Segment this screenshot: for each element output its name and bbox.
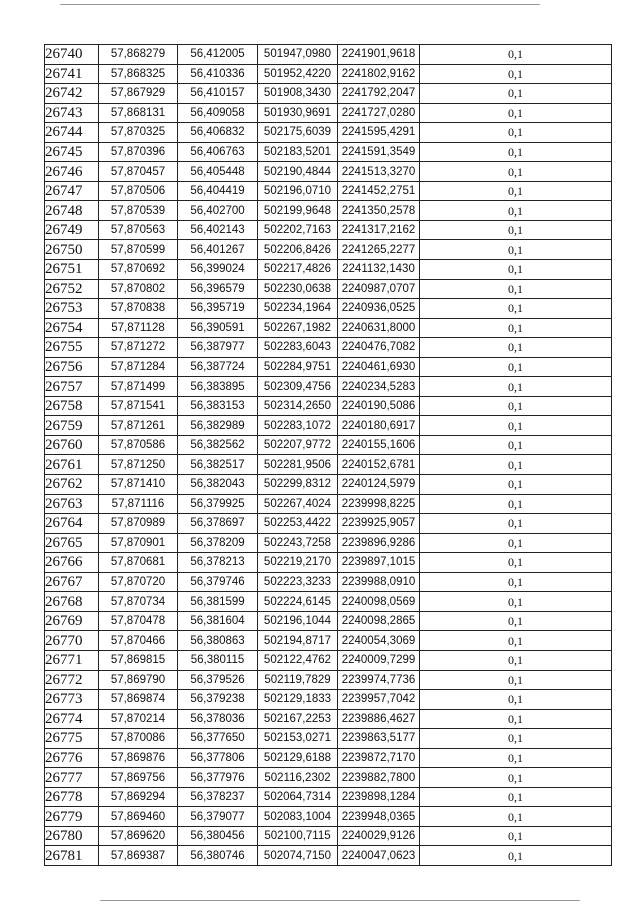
y-coordinate-cell: 2240936,0525 xyxy=(338,299,420,319)
latitude-cell: 57,869387 xyxy=(99,846,178,866)
table-row xyxy=(45,514,612,534)
longitude-cell: 56,378036 xyxy=(178,709,258,729)
value-cell: 0,1 xyxy=(420,416,612,436)
y-coordinate-cell: 2241513,3270 xyxy=(338,162,420,182)
y-coordinate-cell: 2241727,0280 xyxy=(338,103,420,123)
table-row xyxy=(45,846,612,866)
longitude-cell: 56,406763 xyxy=(178,142,258,162)
table-row xyxy=(45,142,612,162)
value-cell: 0,1 xyxy=(420,611,612,631)
table-row xyxy=(45,475,612,495)
latitude-cell: 57,870539 xyxy=(99,201,178,221)
latitude-cell: 57,870734 xyxy=(99,592,178,612)
y-coordinate-cell: 2240461,6930 xyxy=(338,357,420,377)
table-row xyxy=(45,220,612,240)
y-coordinate-cell: 2240180,6917 xyxy=(338,416,420,436)
latitude-cell: 57,871116 xyxy=(99,494,178,514)
table-row xyxy=(45,611,612,631)
y-coordinate-cell: 2241132,1430 xyxy=(338,260,420,280)
value-cell: 0,1 xyxy=(420,670,612,690)
table-row xyxy=(45,45,612,65)
latitude-cell: 57,868131 xyxy=(99,103,178,123)
table-row xyxy=(45,240,612,260)
longitude-cell: 56,380863 xyxy=(178,631,258,651)
value-cell: 0,1 xyxy=(420,592,612,612)
y-coordinate-cell: 2239957,7042 xyxy=(338,690,420,710)
point-id-cell: 26758 xyxy=(45,396,99,416)
value-cell: 0,1 xyxy=(420,299,612,319)
latitude-cell: 57,870325 xyxy=(99,123,178,143)
value-cell: 0,1 xyxy=(420,475,612,495)
table-row xyxy=(45,592,612,612)
x-coordinate-cell: 502202,7163 xyxy=(258,220,338,240)
point-id-cell: 26753 xyxy=(45,299,99,319)
longitude-cell: 56,377650 xyxy=(178,729,258,749)
latitude-cell: 57,871541 xyxy=(99,396,178,416)
x-coordinate-cell: 502283,6043 xyxy=(258,338,338,358)
y-coordinate-cell: 2239863,5177 xyxy=(338,729,420,749)
x-coordinate-cell: 502183,5201 xyxy=(258,142,338,162)
table-row xyxy=(45,709,612,729)
longitude-cell: 56,379238 xyxy=(178,690,258,710)
longitude-cell: 56,379077 xyxy=(178,807,258,827)
latitude-cell: 57,870989 xyxy=(99,514,178,534)
x-coordinate-cell: 501930,9691 xyxy=(258,103,338,123)
latitude-cell: 57,870802 xyxy=(99,279,178,299)
point-id-cell: 26767 xyxy=(45,572,99,592)
y-coordinate-cell: 2240124,5979 xyxy=(338,475,420,495)
value-cell: 0,1 xyxy=(420,748,612,768)
point-id-cell: 26749 xyxy=(45,220,99,240)
latitude-cell: 57,870586 xyxy=(99,435,178,455)
value-cell: 0,1 xyxy=(420,572,612,592)
latitude-cell: 57,871284 xyxy=(99,357,178,377)
value-cell: 0,1 xyxy=(420,690,612,710)
y-coordinate-cell: 2241265,2277 xyxy=(338,240,420,260)
value-cell: 0,1 xyxy=(420,514,612,534)
longitude-cell: 56,382517 xyxy=(178,455,258,475)
value-cell: 0,1 xyxy=(420,64,612,84)
table-row xyxy=(45,631,612,651)
latitude-cell: 57,870466 xyxy=(99,631,178,651)
point-id-cell: 26765 xyxy=(45,533,99,553)
point-id-cell: 26776 xyxy=(45,748,99,768)
x-coordinate-cell: 502281,9506 xyxy=(258,455,338,475)
coordinate-table-body xyxy=(45,45,612,866)
y-coordinate-cell: 2241317,2162 xyxy=(338,220,420,240)
y-coordinate-cell: 2240098,2865 xyxy=(338,611,420,631)
longitude-cell: 56,383153 xyxy=(178,396,258,416)
longitude-cell: 56,378213 xyxy=(178,553,258,573)
table-row xyxy=(45,299,612,319)
point-id-cell: 26748 xyxy=(45,201,99,221)
point-id-cell: 26772 xyxy=(45,670,99,690)
longitude-cell: 56,380746 xyxy=(178,846,258,866)
x-coordinate-cell: 502116,2302 xyxy=(258,768,338,788)
value-cell: 0,1 xyxy=(420,377,612,397)
point-id-cell: 26754 xyxy=(45,318,99,338)
latitude-cell: 57,871261 xyxy=(99,416,178,436)
x-coordinate-cell: 502199,9648 xyxy=(258,201,338,221)
longitude-cell: 56,382043 xyxy=(178,475,258,495)
y-coordinate-cell: 2239886,4627 xyxy=(338,709,420,729)
point-id-cell: 26769 xyxy=(45,611,99,631)
latitude-cell: 57,870563 xyxy=(99,220,178,240)
longitude-cell: 56,379925 xyxy=(178,494,258,514)
latitude-cell: 57,870086 xyxy=(99,729,178,749)
latitude-cell: 57,867929 xyxy=(99,84,178,104)
point-id-cell: 26779 xyxy=(45,807,99,827)
latitude-cell: 57,869756 xyxy=(99,768,178,788)
point-id-cell: 26744 xyxy=(45,123,99,143)
value-cell: 0,1 xyxy=(420,631,612,651)
latitude-cell: 57,870457 xyxy=(99,162,178,182)
latitude-cell: 57,869460 xyxy=(99,807,178,827)
longitude-cell: 56,382562 xyxy=(178,435,258,455)
x-coordinate-cell: 502230,0638 xyxy=(258,279,338,299)
x-coordinate-cell: 502243,7258 xyxy=(258,533,338,553)
y-coordinate-cell: 2241802,9162 xyxy=(338,64,420,84)
y-coordinate-cell: 2241901,9618 xyxy=(338,45,420,65)
y-coordinate-cell: 2239872,7170 xyxy=(338,748,420,768)
x-coordinate-cell: 502153,0271 xyxy=(258,729,338,749)
x-coordinate-cell: 502190,4844 xyxy=(258,162,338,182)
point-id-cell: 26773 xyxy=(45,690,99,710)
latitude-cell: 57,869815 xyxy=(99,650,178,670)
longitude-cell: 56,383895 xyxy=(178,377,258,397)
point-id-cell: 26768 xyxy=(45,592,99,612)
longitude-cell: 56,387724 xyxy=(178,357,258,377)
latitude-cell: 57,870396 xyxy=(99,142,178,162)
longitude-cell: 56,402700 xyxy=(178,201,258,221)
point-id-cell: 26761 xyxy=(45,455,99,475)
value-cell: 0,1 xyxy=(420,162,612,182)
table-row xyxy=(45,650,612,670)
point-id-cell: 26741 xyxy=(45,64,99,84)
y-coordinate-cell: 2241595,4291 xyxy=(338,123,420,143)
latitude-cell: 57,870506 xyxy=(99,181,178,201)
x-coordinate-cell: 502309,4756 xyxy=(258,377,338,397)
latitude-cell: 57,870599 xyxy=(99,240,178,260)
x-coordinate-cell: 502129,1833 xyxy=(258,690,338,710)
y-coordinate-cell: 2241350,2578 xyxy=(338,201,420,221)
table-row xyxy=(45,690,612,710)
latitude-cell: 57,870838 xyxy=(99,299,178,319)
value-cell: 0,1 xyxy=(420,533,612,553)
x-coordinate-cell: 502267,4024 xyxy=(258,494,338,514)
y-coordinate-cell: 2240047,0623 xyxy=(338,846,420,866)
value-cell: 0,1 xyxy=(420,123,612,143)
y-coordinate-cell: 2240009,7299 xyxy=(338,650,420,670)
longitude-cell: 56,378697 xyxy=(178,514,258,534)
point-id-cell: 26756 xyxy=(45,357,99,377)
value-cell: 0,1 xyxy=(420,709,612,729)
x-coordinate-cell: 502122,4762 xyxy=(258,650,338,670)
latitude-cell: 57,871128 xyxy=(99,318,178,338)
point-id-cell: 26743 xyxy=(45,103,99,123)
value-cell: 0,1 xyxy=(420,103,612,123)
x-coordinate-cell: 502100,7115 xyxy=(258,826,338,846)
latitude-cell: 57,870214 xyxy=(99,709,178,729)
point-id-cell: 26747 xyxy=(45,181,99,201)
y-coordinate-cell: 2240987,0707 xyxy=(338,279,420,299)
value-cell: 0,1 xyxy=(420,435,612,455)
y-coordinate-cell: 2240155,1606 xyxy=(338,435,420,455)
y-coordinate-cell: 2239898,1284 xyxy=(338,787,420,807)
value-cell: 0,1 xyxy=(420,84,612,104)
x-coordinate-cell: 502283,1072 xyxy=(258,416,338,436)
latitude-cell: 57,869874 xyxy=(99,690,178,710)
point-id-cell: 26755 xyxy=(45,338,99,358)
longitude-cell: 56,405448 xyxy=(178,162,258,182)
y-coordinate-cell: 2239988,0910 xyxy=(338,572,420,592)
y-coordinate-cell: 2240098,0569 xyxy=(338,592,420,612)
value-cell: 0,1 xyxy=(420,846,612,866)
table-row xyxy=(45,338,612,358)
x-coordinate-cell: 502219,2170 xyxy=(258,553,338,573)
point-id-cell: 26781 xyxy=(45,846,99,866)
table-row xyxy=(45,123,612,143)
y-coordinate-cell: 2241452,2751 xyxy=(338,181,420,201)
y-coordinate-cell: 2239925,9057 xyxy=(338,514,420,534)
table-row xyxy=(45,435,612,455)
table-row xyxy=(45,279,612,299)
y-coordinate-cell: 2239882,7800 xyxy=(338,768,420,788)
table-row xyxy=(45,377,612,397)
y-coordinate-cell: 2240476,7082 xyxy=(338,338,420,358)
x-coordinate-cell: 502267,1982 xyxy=(258,318,338,338)
bottom-page-rule xyxy=(100,900,580,901)
value-cell: 0,1 xyxy=(420,260,612,280)
table-row xyxy=(45,748,612,768)
longitude-cell: 56,379746 xyxy=(178,572,258,592)
point-id-cell: 26774 xyxy=(45,709,99,729)
x-coordinate-cell: 502196,1044 xyxy=(258,611,338,631)
point-id-cell: 26762 xyxy=(45,475,99,495)
longitude-cell: 56,381599 xyxy=(178,592,258,612)
table-row xyxy=(45,260,612,280)
longitude-cell: 56,378237 xyxy=(178,787,258,807)
point-id-cell: 26751 xyxy=(45,260,99,280)
value-cell: 0,1 xyxy=(420,396,612,416)
table-row xyxy=(45,416,612,436)
value-cell: 0,1 xyxy=(420,357,612,377)
table-row xyxy=(45,768,612,788)
longitude-cell: 56,382989 xyxy=(178,416,258,436)
table-row xyxy=(45,201,612,221)
point-id-cell: 26764 xyxy=(45,514,99,534)
x-coordinate-cell: 502167,2253 xyxy=(258,709,338,729)
latitude-cell: 57,870478 xyxy=(99,611,178,631)
value-cell: 0,1 xyxy=(420,45,612,65)
value-cell: 0,1 xyxy=(420,181,612,201)
y-coordinate-cell: 2240631,8000 xyxy=(338,318,420,338)
table-row xyxy=(45,826,612,846)
longitude-cell: 56,377806 xyxy=(178,748,258,768)
value-cell: 0,1 xyxy=(420,240,612,260)
longitude-cell: 56,409058 xyxy=(178,103,258,123)
value-cell: 0,1 xyxy=(420,729,612,749)
value-cell: 0,1 xyxy=(420,494,612,514)
value-cell: 0,1 xyxy=(420,220,612,240)
point-id-cell: 26742 xyxy=(45,84,99,104)
point-id-cell: 26763 xyxy=(45,494,99,514)
latitude-cell: 57,871410 xyxy=(99,475,178,495)
x-coordinate-cell: 502175,6039 xyxy=(258,123,338,143)
value-cell: 0,1 xyxy=(420,279,612,299)
x-coordinate-cell: 502129,6188 xyxy=(258,748,338,768)
x-coordinate-cell: 502196,0710 xyxy=(258,181,338,201)
point-id-cell: 26777 xyxy=(45,768,99,788)
x-coordinate-cell: 502064,7314 xyxy=(258,787,338,807)
x-coordinate-cell: 502207,9772 xyxy=(258,435,338,455)
point-id-cell: 26752 xyxy=(45,279,99,299)
value-cell: 0,1 xyxy=(420,142,612,162)
value-cell: 0,1 xyxy=(420,826,612,846)
table-row xyxy=(45,807,612,827)
table-row xyxy=(45,103,612,123)
table-row xyxy=(45,670,612,690)
value-cell: 0,1 xyxy=(420,318,612,338)
top-page-rule xyxy=(60,4,540,5)
point-id-cell: 26760 xyxy=(45,435,99,455)
y-coordinate-cell: 2239896,9286 xyxy=(338,533,420,553)
longitude-cell: 56,378209 xyxy=(178,533,258,553)
longitude-cell: 56,387977 xyxy=(178,338,258,358)
x-coordinate-cell: 502224,6145 xyxy=(258,592,338,612)
value-cell: 0,1 xyxy=(420,807,612,827)
point-id-cell: 26778 xyxy=(45,787,99,807)
latitude-cell: 57,871499 xyxy=(99,377,178,397)
longitude-cell: 56,410157 xyxy=(178,84,258,104)
y-coordinate-cell: 2240190,5086 xyxy=(338,396,420,416)
longitude-cell: 56,390591 xyxy=(178,318,258,338)
latitude-cell: 57,870692 xyxy=(99,260,178,280)
point-id-cell: 26770 xyxy=(45,631,99,651)
value-cell: 0,1 xyxy=(420,553,612,573)
x-coordinate-cell: 501947,0980 xyxy=(258,45,338,65)
table-row xyxy=(45,729,612,749)
table-row xyxy=(45,64,612,84)
longitude-cell: 56,410336 xyxy=(178,64,258,84)
point-id-cell: 26775 xyxy=(45,729,99,749)
value-cell: 0,1 xyxy=(420,201,612,221)
latitude-cell: 57,871272 xyxy=(99,338,178,358)
latitude-cell: 57,869790 xyxy=(99,670,178,690)
value-cell: 0,1 xyxy=(420,650,612,670)
point-id-cell: 26766 xyxy=(45,553,99,573)
y-coordinate-cell: 2240054,3069 xyxy=(338,631,420,651)
coordinate-table xyxy=(44,44,612,866)
longitude-cell: 56,380456 xyxy=(178,826,258,846)
latitude-cell: 57,870901 xyxy=(99,533,178,553)
latitude-cell: 57,868279 xyxy=(99,45,178,65)
table-row xyxy=(45,494,612,514)
y-coordinate-cell: 2239974,7736 xyxy=(338,670,420,690)
longitude-cell: 56,401267 xyxy=(178,240,258,260)
point-id-cell: 26746 xyxy=(45,162,99,182)
longitude-cell: 56,381604 xyxy=(178,611,258,631)
y-coordinate-cell: 2239948,0365 xyxy=(338,807,420,827)
latitude-cell: 57,870720 xyxy=(99,572,178,592)
table-row xyxy=(45,181,612,201)
x-coordinate-cell: 502253,4422 xyxy=(258,514,338,534)
longitude-cell: 56,399024 xyxy=(178,260,258,280)
latitude-cell: 57,871250 xyxy=(99,455,178,475)
table-row xyxy=(45,572,612,592)
value-cell: 0,1 xyxy=(420,768,612,788)
latitude-cell: 57,870681 xyxy=(99,553,178,573)
point-id-cell: 26771 xyxy=(45,650,99,670)
x-coordinate-cell: 502119,7829 xyxy=(258,670,338,690)
table-row xyxy=(45,455,612,475)
x-coordinate-cell: 501908,3430 xyxy=(258,84,338,104)
longitude-cell: 56,406832 xyxy=(178,123,258,143)
y-coordinate-cell: 2240152,6781 xyxy=(338,455,420,475)
x-coordinate-cell: 502074,7150 xyxy=(258,846,338,866)
longitude-cell: 56,380115 xyxy=(178,650,258,670)
table-row xyxy=(45,553,612,573)
table-row xyxy=(45,396,612,416)
point-id-cell: 26759 xyxy=(45,416,99,436)
value-cell: 0,1 xyxy=(420,455,612,475)
x-coordinate-cell: 502299,8312 xyxy=(258,475,338,495)
table-row xyxy=(45,787,612,807)
x-coordinate-cell: 502284,9751 xyxy=(258,357,338,377)
y-coordinate-cell: 2240234,5283 xyxy=(338,377,420,397)
longitude-cell: 56,395719 xyxy=(178,299,258,319)
x-coordinate-cell: 502194,8717 xyxy=(258,631,338,651)
y-coordinate-cell: 2239998,8225 xyxy=(338,494,420,514)
y-coordinate-cell: 2241591,3549 xyxy=(338,142,420,162)
x-coordinate-cell: 502206,8426 xyxy=(258,240,338,260)
x-coordinate-cell: 502234,1964 xyxy=(258,299,338,319)
table-row xyxy=(45,357,612,377)
y-coordinate-cell: 2241792,2047 xyxy=(338,84,420,104)
table-row xyxy=(45,318,612,338)
table-row xyxy=(45,84,612,104)
point-id-cell: 26745 xyxy=(45,142,99,162)
x-coordinate-cell: 501952,4220 xyxy=(258,64,338,84)
longitude-cell: 56,404419 xyxy=(178,181,258,201)
table-row xyxy=(45,162,612,182)
x-coordinate-cell: 502083,1004 xyxy=(258,807,338,827)
latitude-cell: 57,868325 xyxy=(99,64,178,84)
point-id-cell: 26750 xyxy=(45,240,99,260)
longitude-cell: 56,412005 xyxy=(178,45,258,65)
longitude-cell: 56,379526 xyxy=(178,670,258,690)
x-coordinate-cell: 502217,4826 xyxy=(258,260,338,280)
longitude-cell: 56,377976 xyxy=(178,768,258,788)
value-cell: 0,1 xyxy=(420,338,612,358)
x-coordinate-cell: 502223,3233 xyxy=(258,572,338,592)
latitude-cell: 57,869620 xyxy=(99,826,178,846)
point-id-cell: 26757 xyxy=(45,377,99,397)
latitude-cell: 57,869294 xyxy=(99,787,178,807)
y-coordinate-cell: 2240029,9126 xyxy=(338,826,420,846)
latitude-cell: 57,869876 xyxy=(99,748,178,768)
value-cell: 0,1 xyxy=(420,787,612,807)
longitude-cell: 56,402143 xyxy=(178,220,258,240)
x-coordinate-cell: 502314,2650 xyxy=(258,396,338,416)
y-coordinate-cell: 2239897,1015 xyxy=(338,553,420,573)
table-row xyxy=(45,533,612,553)
point-id-cell: 26780 xyxy=(45,826,99,846)
longitude-cell: 56,396579 xyxy=(178,279,258,299)
point-id-cell: 26740 xyxy=(45,45,99,65)
